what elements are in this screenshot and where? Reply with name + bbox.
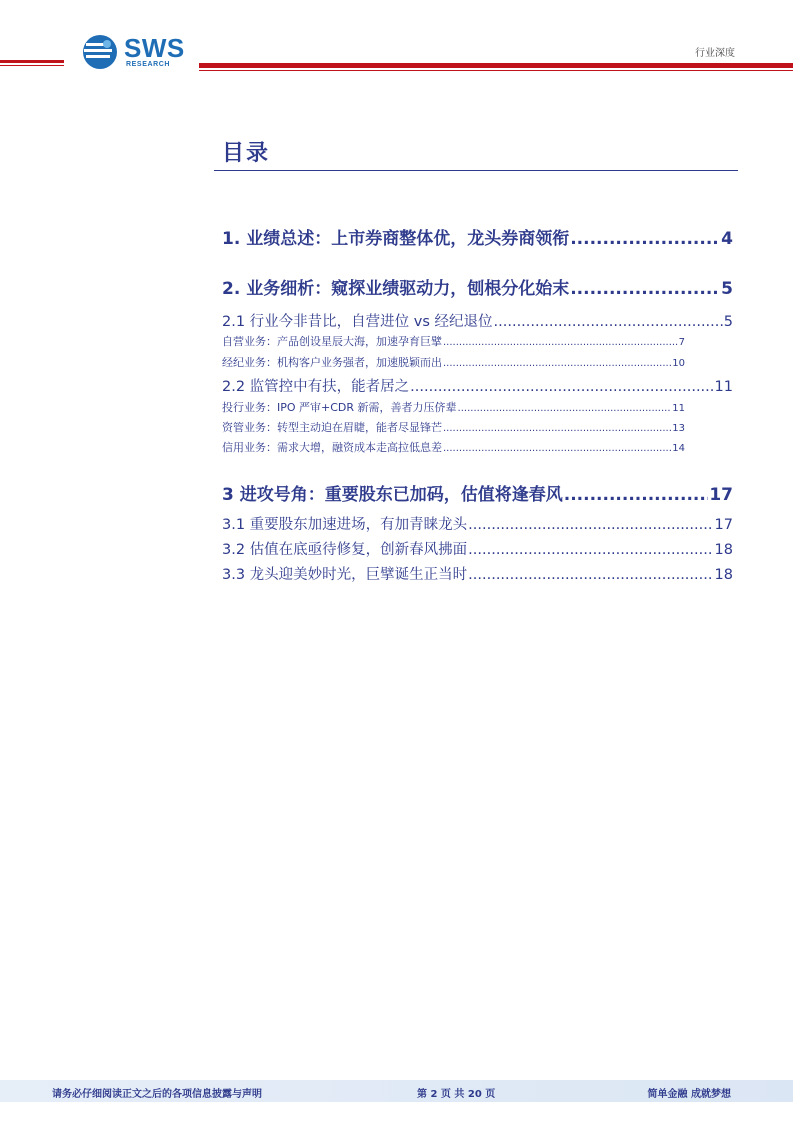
- toc-entry-text: 3 进攻号角：重要股东已加码，估值将逢春风: [222, 485, 563, 505]
- toc-entry-page: 7: [678, 337, 685, 348]
- toc-entry-text: 3.1 重要股东加速进场，有加青睐龙头: [222, 517, 468, 533]
- footer-disclaimer: 请务必仔细阅读正文之后的各项信息披露与声明: [52, 1089, 262, 1100]
- toc-entry-page: 13: [672, 423, 685, 434]
- toc-leader-dots: [443, 443, 671, 454]
- toc-entry-page: 10: [672, 358, 685, 369]
- toc-entry-page: 17: [709, 485, 733, 505]
- toc-entry-3-1[interactable]: [222, 513, 733, 534]
- toc-entry-text: 2.1 行业今非昔比，自营进位 vs 经纪退位: [222, 314, 493, 330]
- toc-leader-dots: [570, 229, 720, 249]
- toc-leader-dots: [564, 485, 709, 505]
- footer-slogan: 简单金融 成就梦想: [647, 1089, 731, 1100]
- toc-leader-dots: [494, 314, 723, 330]
- toc-entry-page: 18: [714, 567, 733, 583]
- toc-entry-text: 3.3 龙头迎美妙时光，巨擘诞生正当时: [222, 567, 468, 583]
- toc-entry-text: 投行业务：IPO 严审+CDR 新需，善者力压侪辈: [222, 401, 457, 414]
- toc-entry-2[interactable]: [222, 274, 733, 299]
- toc-entry-brokerage[interactable]: [222, 354, 685, 370]
- toc-entry-text: 经纪业务：机构客户业务强者，加速脱颖而出: [222, 356, 442, 369]
- toc-entry-2-2[interactable]: [222, 375, 733, 396]
- toc-leader-dots: [570, 279, 720, 299]
- toc-entry-ib[interactable]: [222, 399, 685, 415]
- logo-wordmark: SWS: [124, 33, 185, 63]
- toc-leader-dots: [458, 403, 672, 414]
- toc-leader-dots: [468, 567, 713, 583]
- toc-entry-text: 2. 业务细析：窥探业绩驱动力，刨根分化始末: [222, 279, 570, 299]
- logo: [82, 33, 192, 73]
- toc-entry-page: 5: [721, 279, 733, 299]
- footer-page-number: 第 2 页 共 20 页: [417, 1089, 496, 1100]
- toc-entry-3[interactable]: [222, 480, 733, 505]
- toc-leader-dots: [443, 337, 678, 348]
- toc-entry-page: 14: [672, 443, 685, 454]
- toc-entry-text: 信用业务：需求大增，融资成本走高拉低息差: [222, 441, 442, 454]
- toc-entry-text: 2.2 监管控中有扶，能者居之: [222, 379, 410, 395]
- toc-entry-3-3[interactable]: [222, 563, 733, 584]
- toc-leader-dots: [410, 379, 713, 395]
- toc-entry-text: 1. 业绩总述：上市券商整体优，龙头券商领衔: [222, 229, 570, 249]
- toc-entry-3-2[interactable]: [222, 538, 733, 559]
- header-rule-left: [0, 60, 64, 66]
- toc-entry-text: 自营业务：产品创设星辰大海，加速孕育巨擘: [222, 335, 442, 348]
- toc-title-divider: [214, 170, 738, 171]
- toc-entry-asset-mgmt[interactable]: [222, 419, 685, 435]
- toc-leader-dots: [443, 423, 671, 434]
- report-type-label: 行业深度: [695, 48, 735, 59]
- toc-entry-page: 17: [714, 517, 733, 533]
- logo-subtext: RESEARCH: [126, 61, 171, 68]
- sws-logo-icon: [82, 34, 118, 70]
- toc-entry-1[interactable]: [222, 224, 733, 249]
- toc-leader-dots: [443, 358, 671, 369]
- toc-entry-page: 18: [714, 542, 733, 558]
- toc-entry-proprietary[interactable]: [222, 333, 685, 349]
- header-rule-right: [199, 63, 793, 71]
- toc-entry-page: 4: [721, 229, 733, 249]
- toc-entry-page: 11: [714, 379, 733, 395]
- toc-entry-page: 5: [723, 314, 733, 330]
- toc-leader-dots: [468, 517, 713, 533]
- toc-entry-credit[interactable]: [222, 439, 685, 455]
- toc-leader-dots: [468, 542, 713, 558]
- toc-title: 目录: [222, 141, 271, 166]
- toc-entry-text: 资管业务：转型主动迫在眉睫，能者尽显锋芒: [222, 421, 442, 434]
- toc-entry-2-1[interactable]: [222, 310, 733, 331]
- toc-entry-page: 11: [672, 403, 685, 414]
- toc-entry-text: 3.2 估值在底亟待修复，创新春风拂面: [222, 542, 468, 558]
